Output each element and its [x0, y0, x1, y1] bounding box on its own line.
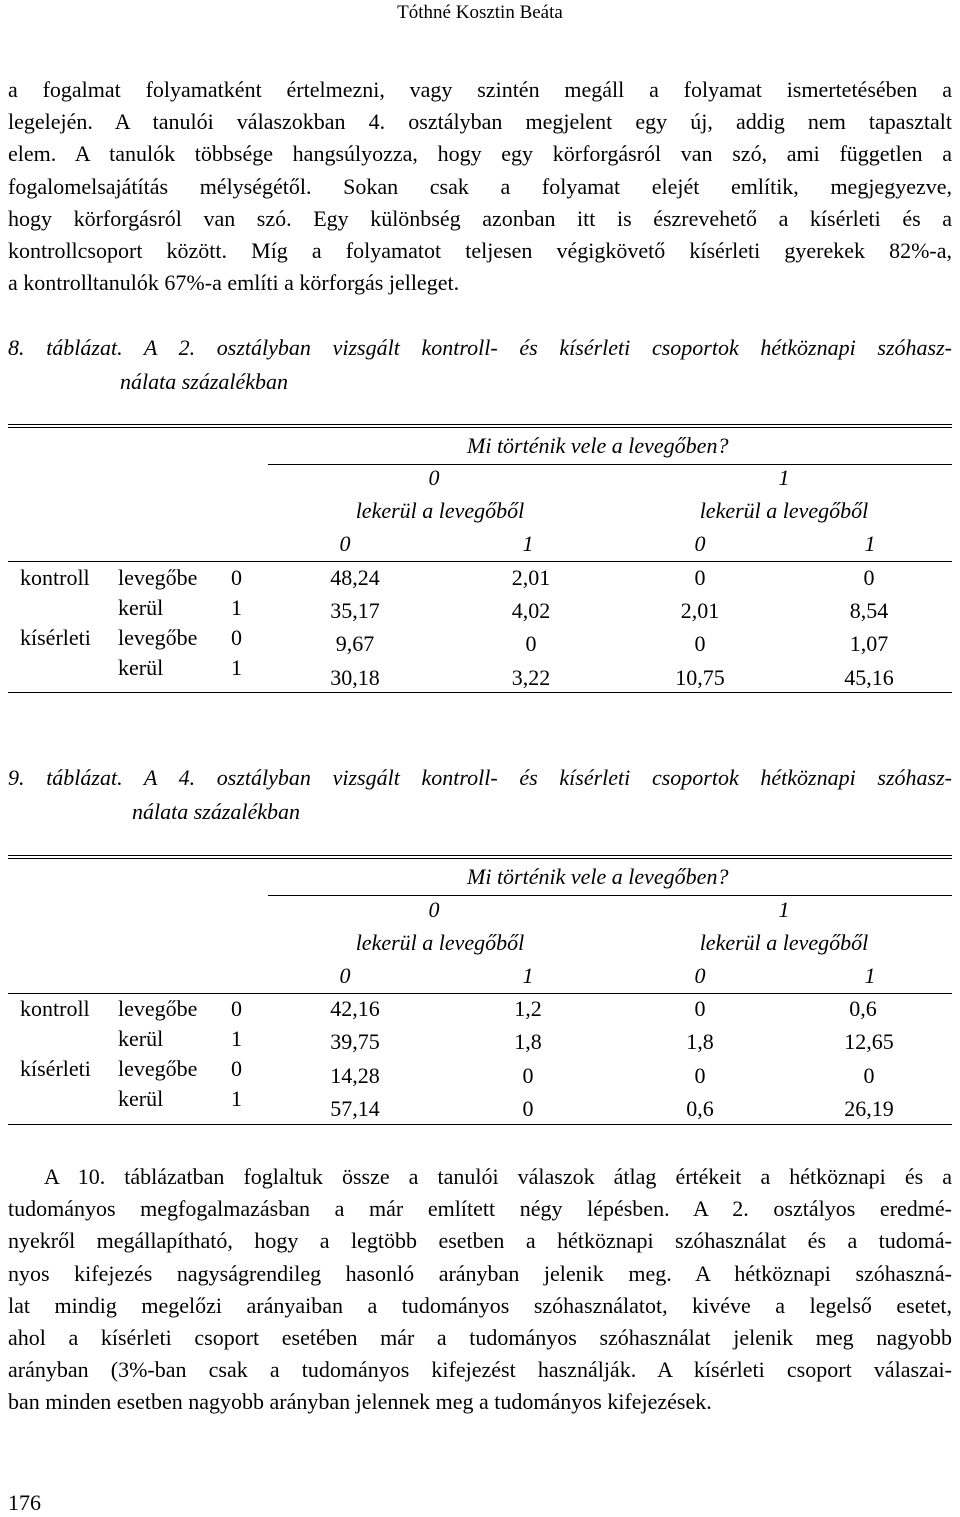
table-9-cell: 14,28	[330, 1063, 380, 1088]
table-9-cell: 57,14	[330, 1096, 380, 1121]
text-line: legelején. A tanulói válaszokban 4. osztályban megjelent egy új, addig nem tapasztalt	[8, 109, 952, 135]
table-8-row-label: kerül	[118, 655, 164, 680]
table-8-cell: 30,18	[330, 665, 380, 690]
caption-line: nálata százalékban	[120, 369, 289, 394]
table-8-group-label: kontroll	[20, 565, 90, 590]
table-8-bottom-rule	[8, 692, 952, 693]
text-line: fogalomelsajátítás mélységétől. Sokan csak a folyamat elejét említik, megjegyezve,	[8, 173, 952, 199]
text-line: tudományos megfogalmazásban a már említett négy lépésben. A 2. osztályos eredmé-	[8, 1196, 952, 1222]
table-8-subheader: lekerül a levegőből	[699, 498, 869, 523]
page-number: 176	[8, 1490, 41, 1515]
table-9-row-code: 0	[231, 996, 242, 1021]
table-8-cell: 0	[694, 565, 706, 590]
table-9-row-code: 1	[231, 1026, 242, 1051]
table-9-top-rule	[8, 855, 952, 856]
table-9-caption	[8, 761, 952, 829]
table-9-subheader: lekerül a levegőből	[699, 930, 869, 955]
table-8-row-label: levegőbe	[118, 625, 198, 650]
table-9-row-label: levegőbe	[118, 1056, 198, 1081]
table-9-cell: 0	[694, 1063, 706, 1088]
text-line: elem. A tanulók többsége hangsúlyozza, hogy egy körforgásról van szó, ami független a	[8, 141, 952, 167]
table-9-cell: 0,6	[686, 1096, 714, 1121]
table-9-cell: 39,75	[330, 1029, 380, 1054]
table-9-code: 0	[428, 897, 440, 922]
table-9-row-code: 1	[231, 1086, 242, 1111]
table-8-cell: 2,01	[511, 565, 551, 590]
table-8-cell: 4,02	[511, 598, 551, 623]
table-8-cell: 48,24	[330, 565, 380, 590]
table-8-cell: 0	[525, 631, 537, 656]
table-8-row-code: 1	[231, 655, 242, 680]
table-9-subcode: 1	[864, 963, 876, 988]
table-9-cell: 26,19	[844, 1096, 894, 1121]
paragraph-intro	[8, 74, 952, 299]
text-line: kontrollcsoport között. Míg a folyamatot teljesen végigkövető kísérleti gyerekek 82%-a,	[8, 238, 952, 264]
table-9-cell: 12,65	[844, 1029, 894, 1054]
caption-line: nálata százalékban	[132, 799, 301, 824]
table-8-row-label: kerül	[118, 595, 164, 620]
table-9-cell: 1,8	[514, 1029, 542, 1054]
text-line: ahol a kísérleti csoport esetében már a tudományos szóhasználat jelenik meg nagyobb	[8, 1325, 952, 1351]
table-8-top-rule-2	[8, 427, 952, 428]
table-8-row-code: 0	[231, 565, 242, 590]
table-9-row-label: kerül	[118, 1026, 164, 1051]
table-9-row-label: levegőbe	[118, 996, 198, 1021]
text-line: nyos kifejezés nagyságrendileg hasonló arányban jelenik meg. A hétköznapi szóhaszná-	[8, 1260, 952, 1286]
table-8-question: Mi történik vele a levegőben?	[467, 433, 729, 458]
table-8-cell: 2,01	[680, 598, 720, 623]
table-9-header-rule	[268, 895, 952, 896]
table-8-caption	[8, 331, 952, 399]
table-9-subheader: lekerül a levegőből	[355, 930, 525, 955]
table-9-cell: 0,6	[849, 996, 877, 1021]
table-9-cell: 42,16	[330, 996, 380, 1021]
table-8-header-bottom-rule	[8, 561, 952, 562]
text-line: a kontrolltanulók 67%-a említi a körforgás jelleget.	[8, 270, 460, 296]
table-8-cell: 10,75	[675, 665, 725, 690]
table-9-cell: 0	[522, 1096, 534, 1121]
table-8-subcode: 0	[694, 531, 706, 556]
table-9-row-code: 0	[231, 1056, 242, 1081]
table-9-cell: 1,8	[686, 1029, 714, 1054]
table-8-code: 1	[778, 465, 790, 490]
table-8-group-label: kísérleti	[20, 625, 91, 650]
text-line: nyekről megállapítható, hogy a legtöbb esetben a hétköznapi szóhasználat és a tudomá-	[8, 1228, 952, 1254]
table-9-subcode: 0	[694, 963, 706, 988]
table-8-row-label: levegőbe	[118, 565, 198, 590]
table-8-subcode: 1	[864, 531, 876, 556]
text-line: A 10. táblázatban foglaltuk össze a tanulói válaszok átlag értékeit a hétköznapi és a	[44, 1164, 952, 1189]
table-8-row-code: 0	[231, 625, 242, 650]
table-8-cell: 9,67	[335, 631, 375, 656]
table-8-cell: 8,54	[849, 598, 889, 623]
text-line: a fogalmat folyamatként értelmezni, vagy szintén megáll a folyamat ismertetésében a	[8, 77, 952, 102]
table-8-cell: 1,07	[849, 631, 889, 656]
table-8-cell: 0	[694, 631, 706, 656]
table-9-group-label: kísérleti	[20, 1056, 91, 1081]
table-9-row-label: kerül	[118, 1086, 164, 1111]
text-line: ban minden esetben nagyobb arányban jelennek meg a tudományos kifejezések.	[8, 1389, 712, 1415]
table-8-cell: 3,22	[511, 665, 551, 690]
table-8-subcode: 0	[339, 531, 351, 556]
table-9-subcode: 0	[339, 963, 351, 988]
caption-line: 9. táblázat. A 4. osztályban vizsgált kontroll- és kísérleti csoportok hétköznapi szóhasz-	[8, 765, 952, 790]
table-9-code: 1	[778, 897, 790, 922]
text-line: lat mindig megelőzi arányaiban a tudományos szóhasználatot, kivéve a legelső esetet,	[8, 1292, 952, 1318]
table-9-bottom-rule	[8, 1124, 952, 1125]
table-9-group-label: kontroll	[20, 996, 90, 1021]
table-8-cell: 35,17	[330, 598, 380, 623]
table-8-cell: 0	[863, 565, 875, 590]
table-8-code: 0	[428, 465, 440, 490]
table-8-cell: 45,16	[844, 665, 894, 690]
running-header: Tóthné Kosztin Beáta	[397, 2, 563, 23]
table-9-cell: 1,2	[514, 996, 542, 1021]
table-8-subcode: 1	[522, 531, 534, 556]
table-9-header-bottom-rule	[8, 993, 952, 994]
paragraph-conclusion	[8, 1161, 952, 1419]
table-9-cell: 0	[863, 1063, 875, 1088]
table-9-cell: 0	[694, 996, 706, 1021]
table-8-subheader: lekerül a levegőből	[355, 498, 525, 523]
table-9-cell: 0	[522, 1063, 534, 1088]
table-9-subcode: 1	[522, 963, 534, 988]
table-8-top-rule	[8, 424, 952, 425]
table-9-question: Mi történik vele a levegőben?	[467, 864, 729, 889]
table-9-top-rule-2	[8, 858, 952, 859]
caption-line: 8. táblázat. A 2. osztályban vizsgált kontroll- és kísérleti csoportok hétköznapi szóhasz-	[8, 335, 952, 360]
table-8-row-code: 1	[231, 595, 242, 620]
text-line: hogy körforgásról van szó. Egy különbség azonban itt is észrevehető a kísérleti és a	[8, 205, 952, 231]
table-8-header-rule	[268, 464, 952, 465]
text-line: arányban (3%-ban csak a tudományos kifejezést használják. A kísérleti csoport válaszai-	[8, 1357, 952, 1383]
